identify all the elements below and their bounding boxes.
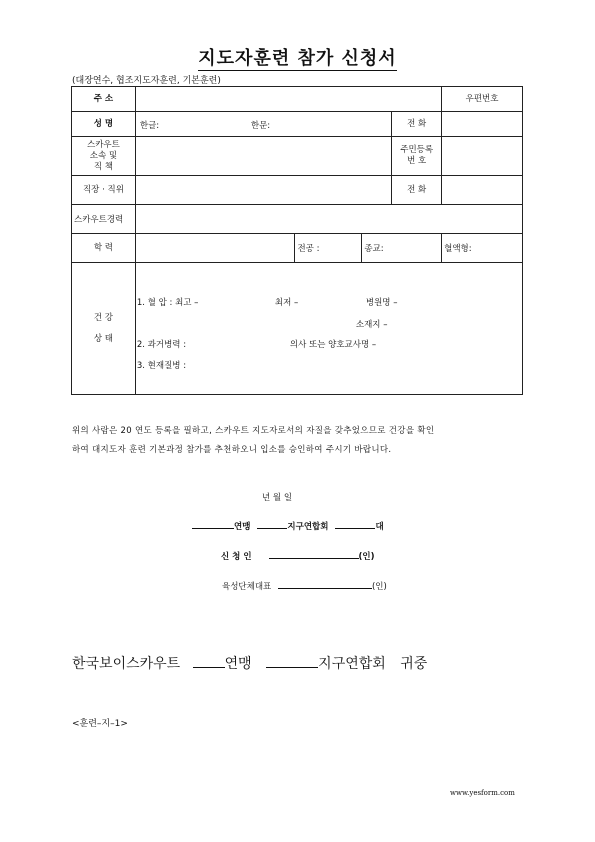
doctor-name-label: 의사 또는 양호교사명 – <box>289 340 377 350</box>
resident-id-label <box>392 137 442 176</box>
scout-affiliation-label-line3: 직 책 <box>93 161 113 172</box>
resident-id-label-line1: 주민등록 <box>400 145 434 155</box>
recipient-district-label: 지구연합회 <box>318 656 386 672</box>
education-field[interactable] <box>135 234 295 263</box>
blood-pressure-label: 1. 혈 압 : 최고 – <box>136 298 199 308</box>
major-field[interactable]: 전공 : <box>295 234 362 263</box>
form-code: <훈련–지–1> <box>72 719 128 729</box>
health-label-line1: 건 강 <box>93 312 113 323</box>
blood-pressure-low-label: 최저 – <box>274 298 299 308</box>
health-label-line2: 상 태 <box>93 333 113 344</box>
hospital-name-label: 병원명 – <box>365 298 398 308</box>
scout-career-label: 스카우트경력 <box>72 205 136 234</box>
name-field[interactable] <box>135 112 391 137</box>
sponsor-signature-blank[interactable] <box>278 579 372 589</box>
name-label: 성 명 <box>72 112 136 137</box>
current-illness-label: 3. 현재질병 : <box>136 361 187 371</box>
scout-career-field[interactable] <box>135 205 522 234</box>
scout-affiliation-label-line2: 소속 및 <box>89 150 118 161</box>
district-blank[interactable] <box>257 519 287 529</box>
applicant-signature-blank[interactable] <box>269 549 359 559</box>
address-label: 주 소 <box>72 87 136 112</box>
recipient-federation-label: 연맹 <box>224 656 252 672</box>
applicant-line <box>221 549 375 562</box>
form-title-text: 지도자훈련 참가 신청서 <box>198 48 397 69</box>
form-title <box>0 44 595 70</box>
federation-blank[interactable] <box>192 519 234 529</box>
address-field[interactable] <box>135 87 441 112</box>
workplace-field[interactable] <box>135 176 391 205</box>
district-label: 지구연합회 <box>287 522 329 532</box>
recipient-org: 한국보이스카우트 <box>72 656 181 672</box>
postal-code-label: 우편번호 <box>442 87 523 112</box>
website-watermark: www.yesform.com <box>450 789 515 797</box>
applicant-seal-label: (인) <box>358 552 375 562</box>
phone-label: 전 화 <box>392 112 442 137</box>
religion-field[interactable]: 종교: <box>362 234 442 263</box>
resident-id-field[interactable] <box>442 137 523 176</box>
form-subtitle: (대장연수, 협조지도자훈련, 기본훈련) <box>72 76 221 86</box>
recipient-federation-blank[interactable] <box>193 655 225 668</box>
phone2-label: 전 화 <box>392 176 442 205</box>
sponsor-label: 육성단체대표 <box>222 582 272 592</box>
phone-field[interactable] <box>442 112 523 137</box>
statement-line1: 위의 사람은 20 연도 등록을 필하고, 스카우트 지도자로서의 자질을 갖추었으므로 건강을 확인 <box>72 426 435 436</box>
name-korean-label: 한글: <box>139 121 160 131</box>
health-field[interactable] <box>135 263 522 395</box>
recipient-honorific: 귀중 <box>400 656 428 672</box>
scout-affiliation-field[interactable] <box>135 137 391 176</box>
date-line: 년 월 일 <box>262 493 293 503</box>
recipient-district-blank[interactable] <box>266 655 318 668</box>
recommender-line <box>192 519 384 532</box>
statement-line2: 하여 대지도자 훈련 기본과정 참가를 추천하오니 입소를 승인하여 주시기 바랍니다. <box>72 445 392 455</box>
sponsor-seal-label: (인) <box>371 582 387 592</box>
hospital-location-label: 소재지 – <box>355 320 388 330</box>
resident-id-label-line2: 번 호 <box>407 156 427 166</box>
blood-type-field[interactable]: 혈액형: <box>442 234 523 263</box>
sponsor-line <box>222 579 387 592</box>
scout-affiliation-label-line1: 스카우트 <box>87 139 120 150</box>
application-table <box>71 86 523 395</box>
phone2-field[interactable] <box>442 176 523 205</box>
applicant-label: 신 청 인 <box>221 552 252 562</box>
recipient-line <box>72 653 427 673</box>
troop-label: 대 <box>375 522 384 532</box>
workplace-label: 직장 · 직위 <box>72 176 136 205</box>
education-label: 학 력 <box>72 234 136 263</box>
name-hanja-label: 한문: <box>250 121 271 131</box>
troop-blank[interactable] <box>335 519 375 529</box>
health-label <box>72 263 136 395</box>
federation-label: 연맹 <box>234 522 251 532</box>
past-illness-label: 2. 과거병력 : <box>136 340 187 350</box>
scout-affiliation-label <box>72 137 136 176</box>
